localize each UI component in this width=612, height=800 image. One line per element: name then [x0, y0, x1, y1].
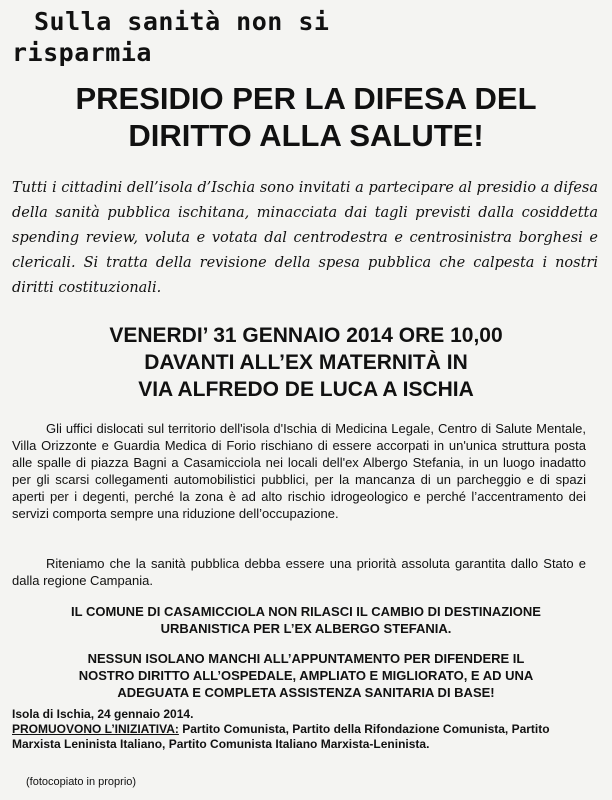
page-title	[0, 80, 612, 154]
place-date: Isola di Ischia, 24 gennaio 2014.	[12, 707, 194, 721]
header-slogan	[12, 6, 612, 68]
promoters-label: PROMUOVONO L’INIZIATIVA:	[12, 722, 179, 736]
demand2-line-1: NESSUN ISOLANO MANCHI ALL’APPUNTAMENTO PER DIFENDERE IL	[87, 651, 525, 666]
promoters-line-1: Partito Comunista, Partito della Rifondazione Comunista, Partito	[178, 722, 550, 736]
intro-paragraph: Tutti i cittadini dell’isola d’Ischia sono invitati a partecipare al presidio a difesa della sanità pubblica ischitana, minacciata dai tagli previsti dalla cosiddetta spending review, voluta e votata dal centrodestra e centrosinistra borghesi e clericali. Si tratta della revisione della spesa pubblica che calpesta i nostri diritti costituzionali.	[12, 180, 598, 296]
footer-info	[12, 707, 602, 752]
demand1-line-1: IL COMUNE DI CASAMICCIOLA NON RILASCI IL CAMBIO DI DESTINAZIONE	[71, 604, 541, 619]
demand2-line-3: ADEGUATA E COMPLETA ASSISTENZA SANITARIA DI BASE!	[117, 685, 495, 700]
event-location-2: VIA ALFREDO DE LUCA A ISCHIA	[138, 378, 474, 401]
demand-call-to-action	[0, 650, 612, 701]
print-note: (fotocopiato in proprio)	[26, 776, 137, 788]
event-date-time: VENERDI’ 31 GENNAIO 2014 ORE 10,00	[109, 324, 503, 347]
demand1-line-2: URBANISTICA PER L’EX ALBERGO STEFANIA.	[160, 621, 452, 636]
body-paragraph-1: Gli uffici dislocati sul territorio dell'isola d'Ischia di Medicina Legale, Centro di Salute Mentale, Villa Orizzonte e Guardia Medica di Forio rischiano di essere accorpati in un'unica struttura posta alle spalle di piazza Bagni a Casamicciola nei locali dell'ex Albergo Stefania, in un luogo inadatto per gli scarsi collegamenti automobilistici pubblici, per la mancanza di un parcheggio e di spazi aperti per i degenti, perché la zona è ad alto rischio idrogeologico e perché l’accentramento dei servizi comporta sempre una riduzione dell’occupazione.	[12, 421, 586, 521]
title-line-1: PRESIDIO PER LA DIFESA DEL	[75, 81, 537, 116]
body-paragraph-2: Riteniamo che la sanità pubblica debba essere una priorità assoluta garantita dallo Stato e dalla regione Campania.	[12, 556, 586, 588]
title-line-2: DIRITTO ALLA SALUTE!	[128, 118, 484, 153]
event-details	[0, 322, 612, 403]
header-line-2: risparmia	[12, 38, 152, 67]
promoters-line-2: Marxista Leninista Italiano, Partito Comunista Italiano Marxista-Leninista.	[12, 737, 430, 751]
event-location-1: DAVANTI ALL’EX MATERNITÀ IN	[144, 351, 468, 374]
header-line-1: Sulla sanità non si	[34, 7, 330, 36]
demand2-line-2: NOSTRO DIRITTO ALL’OSPEDALE, AMPLIATO E MIGLIORATO, E AD UNA	[78, 668, 534, 683]
demand-casamicciola	[0, 603, 612, 637]
